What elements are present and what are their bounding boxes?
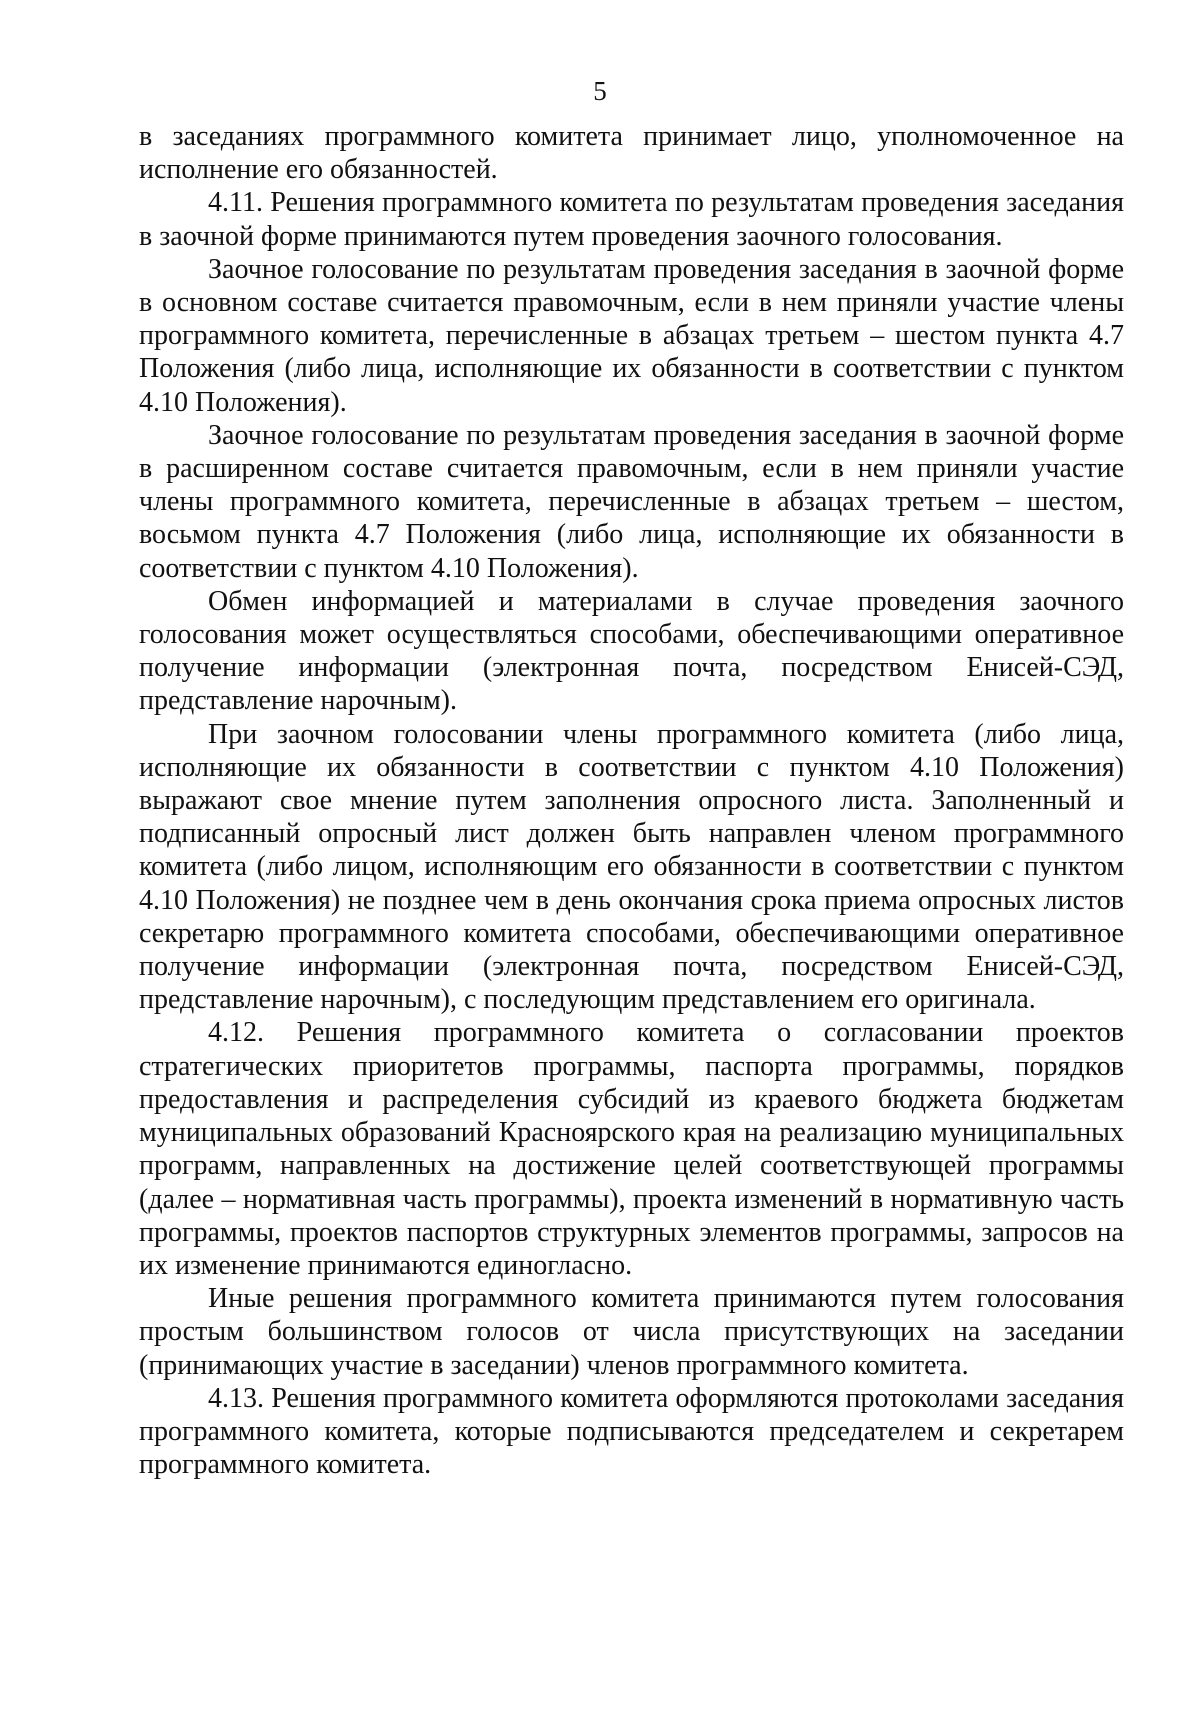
paragraph-other-decisions: Иные решения программного комитета принимаются путем голосования простым большинством голосов от числа присутствующих на заседании (принимающих участие в заседании) членов программного комитета.: [139, 1283, 1124, 1381]
document-body: [139, 120, 1124, 1481]
paragraph-voting-procedure: При заочном голосовании члены программного комитета (либо лица, исполняющие их обязанности в соответствии с пунктом 4.10 Положения) выражают свое мнение путем заполнения опросного листа. Заполненный и подписанный опросный лист должен быть направлен членом программного комитета (либо лицом, исполняющим его обязанности в соответствии с пунктом 4.10 Положения) не позднее чем в день окончания срока приема опросных листов секретарю программного комитета способами, обеспечивающими оперативное получение информации (электронная почта, посредством Енисей-СЭД, представление нарочным), с последующим представлением его оригинала.: [139, 718, 1124, 1016]
page-number: 5: [593, 76, 607, 106]
paragraph-continuation: в заседаниях программного комитета принимает лицо, уполномоченное на исполнение его обязанностей.: [139, 121, 1124, 186]
paragraph-information-exchange: Обмен информацией и материалами в случае проведения заочного голосования может осуществляться способами, обеспечивающими оперативное получение информации (электронная почта, посредством Енисей-СЭД, представление нарочным).: [139, 585, 1124, 717]
paragraph-extended-quorum: Заочное голосование по результатам проведения заседания в заочной форме в расширенном составе считается правомочным, если в нем приняли участие члены программного комитета, перечисленные в абзацах третьем – шестом, восьмом пункта 4.7 Положения (либо лица, исполняющие их обязанности в соответствии с пунктом 4.10 Положения).: [139, 419, 1124, 584]
paragraph-basic-quorum: Заочное голосование по результатам проведения заседания в заочной форме в основном составе считается правомочным, если в нем приняли участие члены программного комитета, перечисленные в абзацах третьем – шестом пункта 4.7 Положения (либо лица, исполняющие их обязанности в соответствии с пунктом 4.10 Положения).: [139, 253, 1124, 418]
paragraph-4-12: 4.12. Решения программного комитета о согласовании проектов стратегических приоритетов программы, паспорта программы, порядков предоставления и распределения субсидий из краевого бюджета бюджетам муниципальных образований Красноярского края на реализацию муниципальных программ, направленных на достижение целей соответствующей программы (далее – нормативная часть программы), проекта изменений в нормативную часть программы, проектов паспортов структурных элементов программы, запросов на их изменение принимаются единогласно.: [139, 1017, 1124, 1281]
paragraph-4-11: 4.11. Решения программного комитета по результатам проведения заседания в заочной форме принимаются путем проведения заочного голосования.: [139, 187, 1124, 252]
paragraph-4-13: 4.13. Решения программного комитета оформляются протоколами заседания программного комитета, которые подписываются председателем и секретарем программного комитета.: [139, 1382, 1124, 1481]
